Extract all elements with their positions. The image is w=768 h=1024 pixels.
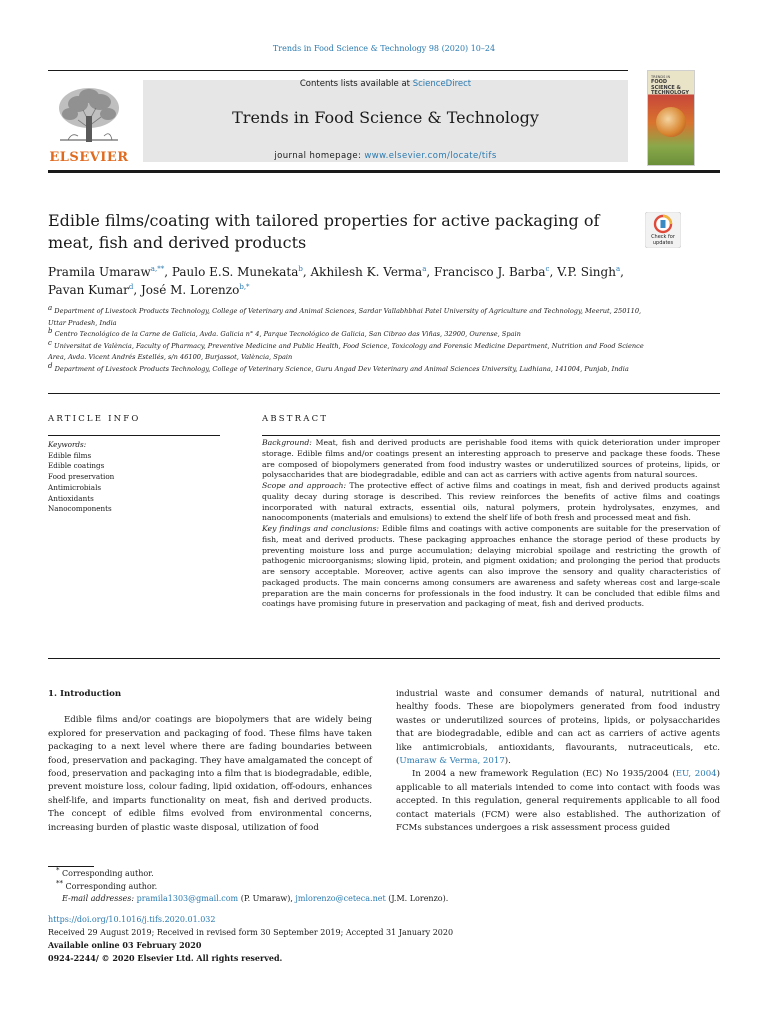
author-name[interactable]: José M. Lorenzo [141,283,240,297]
affiliation-mark: b [48,326,53,335]
abstract-body: Meat, fish and derived products are perishable food items with quick deterioration under improper storage. Edible films and/or coatings present an interesting approach to preserve and package these foods. These are composed of biopolymers generated from food industry wastes or underutilized sources of proteins, lipids, or polysaccharides that are biodegradable, edible and can act as carriers with active agents from natural sources. [262,438,721,480]
doi-link[interactable]: https://doi.org/10.1016/j.tifs.2020.01.032 [48,915,216,924]
abstract-heading: ABSTRACT [262,414,329,424]
journal-reference-link[interactable]: Trends in Food Science & Technology 98 (2020) 10–24 [272,44,496,53]
affiliation-mark: d [48,361,53,370]
abstract-subheading: Key findings and conclusions: [262,524,380,533]
article-metadata [48,914,668,964]
author-name[interactable]: V.P. Singh [557,265,616,279]
keyword: Edible films [48,450,92,460]
abstract-body: Edible films and coatings with active components are suitable for the preservation of fish, meat and derived products. These packaging approaches enhance the storage period of these products by preventing moisture loss and purge accumulation; delaying microbial spoilage and restricting the growth of pathogenic microorganisms; slowing lipid, protein, and pigment oxidation; and prolonging the period that products are sensory acceptable. Moreover, active agents can also improve the sensory and quality characteristics of packaged products. The main concerns among consumers are awareness and safety whereas cost and large-scale preparation are the main concerns for professionals in the food industry. It can be concluded that edible films and coatings have promising future in preservation and packaging of meat, fish and derived products. [262,524,721,609]
homepage-line [143,151,628,161]
footnote-rule [48,866,94,867]
keyword: Food preservation [48,472,115,482]
author-name[interactable]: Pramila Umaraw [48,265,151,279]
header-rule [48,70,628,71]
abstract-end-rule [48,658,720,659]
footnote [56,878,656,894]
crossmark-label: Check for updates [651,234,675,246]
keyword: Antimicrobials [48,482,102,492]
homepage-link[interactable]: www.elsevier.com/locate/tifs [364,151,497,161]
body-text: industrial waste and consumer demands of natural, nutritional and healthy foods. These are biopolymers generated from food industry wastes or underutilized sources of proteins, lipids, or polysaccharides that are biodegradable, edible and can act as carriers of active agents like antimicrobials, antioxidants, flavourants, nutraceuticals, etc. ( [396,689,720,767]
abstract-rule [262,435,720,436]
footnote-mark: ** [56,878,63,887]
article-info-heading: ARTICLE INFO [48,414,141,424]
publisher-wordmark: ELSEVIER [49,150,129,165]
citation-link[interactable]: EU, 2004 [675,769,717,780]
body-text: In 2004 a new framework Regulation (EC) No 1935/2004 ( [412,769,676,780]
footnote [56,893,656,906]
header-thick-rule [48,170,720,173]
author-affiliation-mark[interactable]: a [422,265,427,273]
author-name[interactable]: Paulo E.S. Munekata [171,265,299,279]
email-owner: (J.M. Lorenzo). [388,894,449,904]
abstract-paragraph [262,524,720,610]
author-affiliation-mark[interactable]: c [545,265,550,273]
abstract-paragraph [262,438,720,481]
available-online: Available online 03 February 2020 [48,940,202,951]
body-text: ) applicable to all materials intended to come into contact with foods was accepted. In this regulation, general requirements applicable to all food contact materials (FCM) were also established. The authorization of FCMs substances undergoes a risk assessment process guided [396,769,721,834]
keyword: Antioxidants [48,493,94,503]
email-label: E-mail addresses: [62,894,135,904]
body-paragraph [396,688,720,768]
affiliation [48,338,648,364]
affiliation [48,361,648,376]
affiliation-text: Department of Livestock Products Technology, College of Veterinary Science, Guru Angad Dev Veterinary and Animal Sciences University, Ludhiana, 141004, Punjab, India [54,364,629,373]
email-link[interactable]: pramila1303@gmail.com [136,894,239,904]
author-list: Pramila Umaraw$^{a,**}$, Paulo E.S. Munekata$^b$, Akhilesh K. Verma$^a$, Francisco J. Barba$^c$, V.P. Singh$^a$, Pavan Kumar$^d$, José M. Lorenzo$^{b,*}$ [48,265,624,297]
paper-title: Edible films/coating with tailored properties for active packaging of meat, fish and derived products [48,211,600,252]
author-affiliation-mark[interactable]: d [128,283,134,291]
keywords-label: Keywords: [48,440,87,449]
cover-food-photo [656,107,686,137]
abstract-paragraph [262,481,720,524]
affiliation-text: Universitat de València, Faculty of Pharmacy, Preventive Medicine and Public Health, Food Science, Toxicology and Forensic Medicine Department, Nutrition and Food Science Area, Avda. Vicent Andrés Estellés, s/n 46100, Burjassot, València, Spain [48,341,644,361]
cover-title: FOOD SCIENCE & TECHNOLOGY [651,79,689,96]
author-name[interactable]: Pavan Kumar [48,283,129,297]
journal-title: Trends in Food Science & Technology [232,108,539,127]
affiliation-text: Department of Livestock Products Technology, College of Veterinary and Animal Sciences, Sardar Vallabhbhai Patel University of Agriculture and Technology, Meerut, 250110, Uttar Pradesh, India [48,307,642,327]
cover-brand: TRENDS IN [651,75,671,79]
affiliations-rule [48,393,720,394]
journal-cover-image [647,70,695,166]
contents-prefix: Contents lists available at [299,79,413,89]
body-paragraph [396,768,720,835]
author-affiliation-mark[interactable]: a,** [150,265,165,273]
footnote-text: Corresponding author. [62,869,154,878]
keyword: Edible coatings [48,461,105,471]
section-heading: 1. Introduction [48,689,122,699]
affiliation-mark: c [48,338,52,347]
author-affiliation-mark[interactable]: a [615,265,621,273]
article-info-rule [48,435,220,436]
author-name[interactable]: Francisco J. Barba [434,265,546,279]
footnote-mark: * [56,866,60,875]
email-link[interactable]: jmlorenzo@ceteca.net [295,894,386,904]
received-dates: Received 29 August 2019; Received in revised form 30 September 2019; Accepted 31 January 2020 [48,927,454,937]
body-paragraph: Edible films and/or coatings are biopolymers that are widely being explored for preservation and packaging of food. These films have taken packaging to a next level where there are fading boundaries between food, preservation and packaging. They have amalgamated the concept of food, preservation and packaging into a film that is biodegradable, edible, prevent moisture loss, colour fading, lipid oxidation, off-odours, enhances shelf-life, and imparts functionality on meat, fish and derived products. The concept of edible films evolved from environmental concerns, increasing burden of plastic waste disposal, utilization of food [48,715,372,833]
homepage-prefix: journal homepage: [274,151,365,161]
affiliation-text: Centro Tecnológico de la Carne de Galicia, Avda. Galicia n° 4, Parque Tecnológico de Galicia, San Cibrao das Viñas, 32900, Ourense, Spain [54,330,521,338]
keyword: Nanocomponents [48,504,112,514]
body-text: ). [504,756,511,767]
author-name[interactable]: Akhilesh K. Verma [310,265,423,279]
copyright: 0924-2244/ © 2020 Elsevier Ltd. All rights reserved. [48,952,283,963]
abstract-body: The protective effect of active films and coatings in meat, fish and derived products against quality decay during storage is described. This review reinforces the benefits of active films and coatings incorporated with natural extracts, essential oils, natural polymers, protein hydrolysates, enzymes, and nanocomponents (materials and emulsions) to extend the shelf life of both fresh and processed meat and fish. [262,481,720,523]
affiliation [48,303,648,329]
abstract-subheading: Scope and approach: [262,481,347,490]
author-affiliation-mark[interactable]: b [298,265,303,273]
abstract-subheading: Background: [262,438,312,447]
author-affiliation-mark[interactable]: b,* [239,283,250,291]
keywords-block [48,440,228,515]
abstract-text [262,438,720,610]
email-owner: (P. Umaraw), [240,894,293,904]
affiliation [48,326,648,341]
footnote-text: Corresponding author. [65,881,158,891]
footnote [56,868,656,881]
affiliation-mark: a [48,303,53,312]
body-left-column [48,688,372,835]
citation-link[interactable]: Umaraw & Verma, 2017 [399,756,505,767]
sciencedirect-link[interactable]: ScienceDirect [412,79,472,89]
affiliation-list [48,303,648,375]
body-right-column [396,688,720,835]
footnotes [56,868,656,906]
contents-line [143,79,628,89]
